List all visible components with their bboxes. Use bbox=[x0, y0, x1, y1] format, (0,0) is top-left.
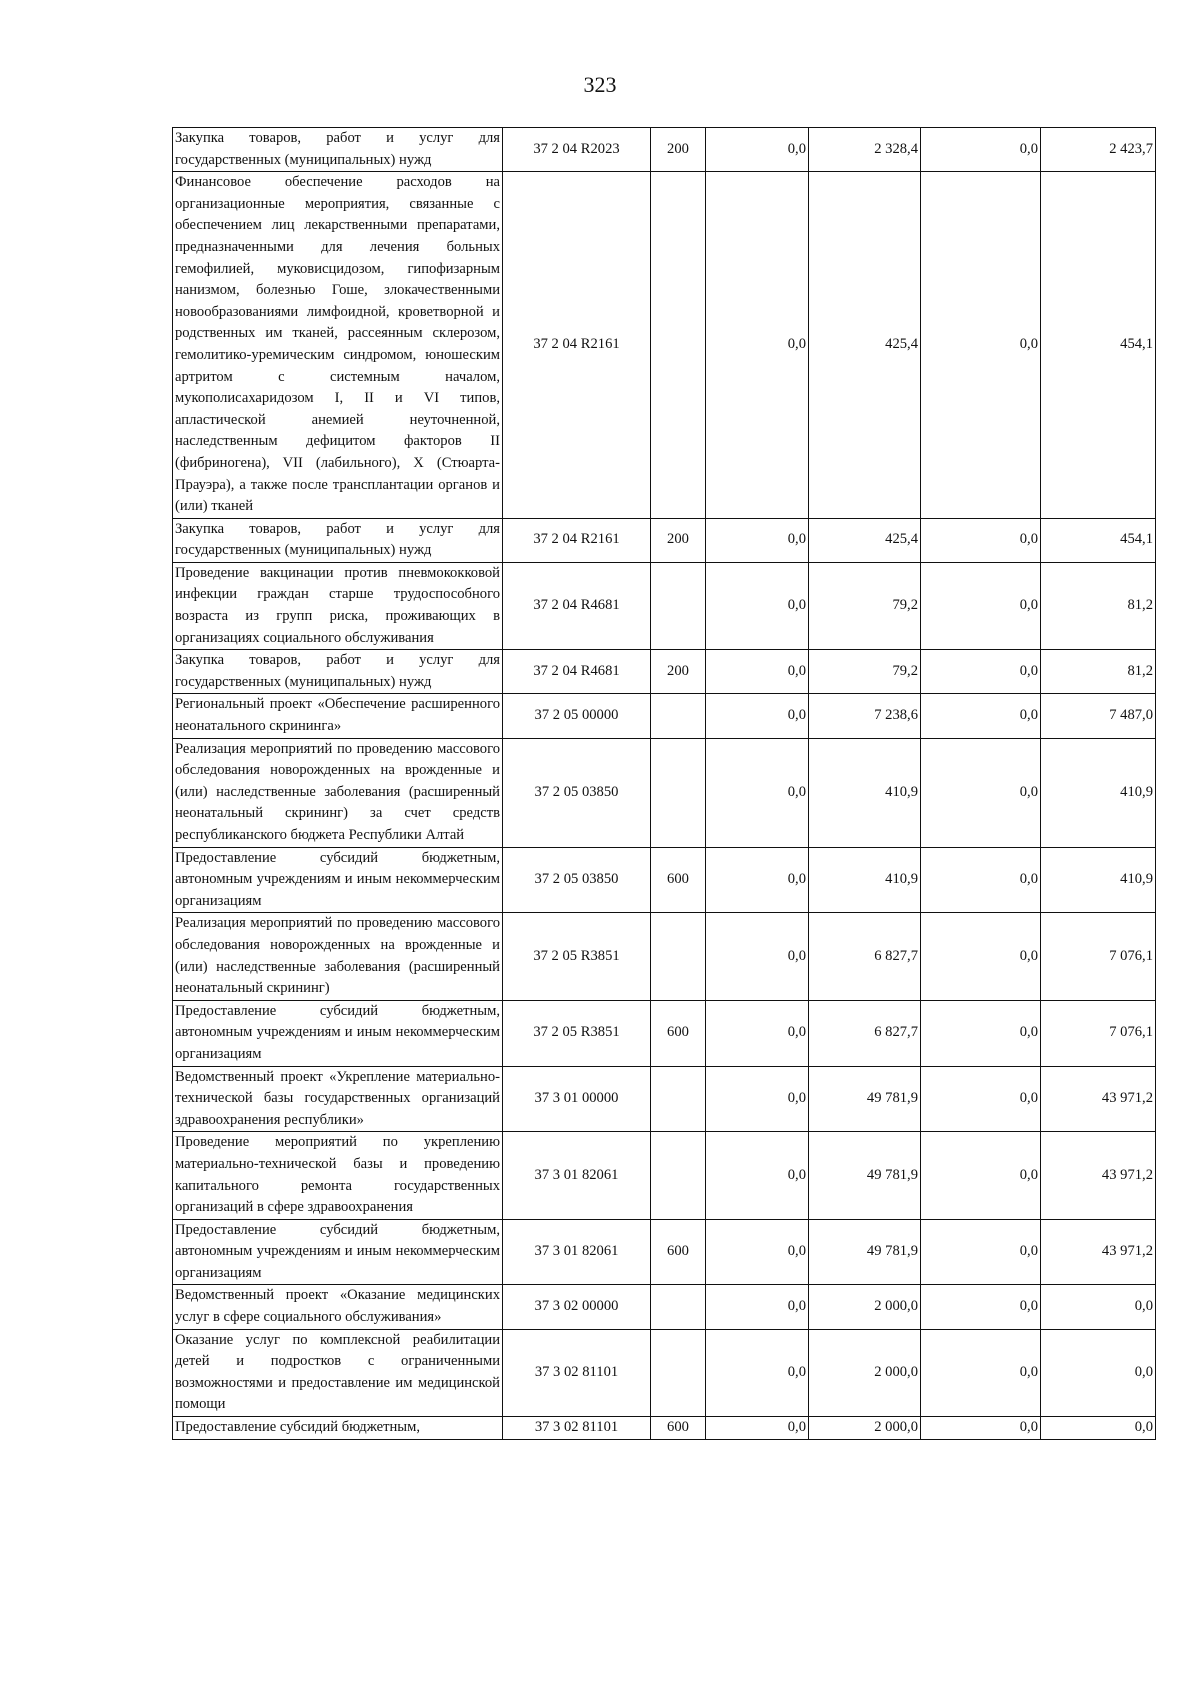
row-value-3: 0,0 bbox=[921, 913, 1041, 1000]
table-row bbox=[173, 1329, 1156, 1416]
row-value-1: 0,0 bbox=[706, 650, 809, 694]
row-kvr bbox=[651, 562, 706, 649]
row-value-4: 43 971,2 bbox=[1041, 1066, 1156, 1132]
row-code: 37 2 04 R2161 bbox=[503, 518, 651, 562]
row-code: 37 3 01 82061 bbox=[503, 1219, 651, 1285]
row-kvr: 200 bbox=[651, 518, 706, 562]
row-value-1: 0,0 bbox=[706, 738, 809, 847]
row-value-2: 425,4 bbox=[809, 172, 921, 519]
row-code: 37 2 05 03850 bbox=[503, 847, 651, 913]
row-kvr: 600 bbox=[651, 1417, 706, 1440]
row-kvr bbox=[651, 1066, 706, 1132]
row-value-3: 0,0 bbox=[921, 1329, 1041, 1416]
row-code: 37 2 04 R4681 bbox=[503, 562, 651, 649]
row-value-3: 0,0 bbox=[921, 1285, 1041, 1329]
row-value-3: 0,0 bbox=[921, 1417, 1041, 1440]
row-value-4: 7 076,1 bbox=[1041, 1000, 1156, 1066]
row-value-2: 49 781,9 bbox=[809, 1219, 921, 1285]
row-kvr bbox=[651, 694, 706, 738]
table-row bbox=[173, 1285, 1156, 1329]
row-value-1: 0,0 bbox=[706, 847, 809, 913]
row-value-3: 0,0 bbox=[921, 650, 1041, 694]
table-row bbox=[173, 1417, 1156, 1440]
row-code: 37 2 04 R2023 bbox=[503, 128, 651, 172]
row-code: 37 3 02 81101 bbox=[503, 1417, 651, 1440]
row-code: 37 3 01 82061 bbox=[503, 1132, 651, 1219]
row-code: 37 2 05 R3851 bbox=[503, 1000, 651, 1066]
table-row bbox=[173, 518, 1156, 562]
row-value-2: 49 781,9 bbox=[809, 1066, 921, 1132]
row-kvr: 600 bbox=[651, 1219, 706, 1285]
row-value-3: 0,0 bbox=[921, 738, 1041, 847]
row-value-2: 2 000,0 bbox=[809, 1285, 921, 1329]
row-value-2: 2 000,0 bbox=[809, 1417, 921, 1440]
row-name: Закупка товаров, работ и услуг для государственных (муниципальных) нужд bbox=[173, 650, 503, 694]
row-name: Реализация мероприятий по проведению массового обследования новорожденных на врожденные и (или) наследственные заболевания (расширенный неонатальный скрининг) за счет средств республиканского бюджета Республики Алтай bbox=[173, 738, 503, 847]
row-value-1: 0,0 bbox=[706, 1066, 809, 1132]
row-value-1: 0,0 bbox=[706, 1000, 809, 1066]
row-value-4: 81,2 bbox=[1041, 562, 1156, 649]
row-code: 37 3 01 00000 bbox=[503, 1066, 651, 1132]
row-value-2: 410,9 bbox=[809, 847, 921, 913]
row-code: 37 3 02 00000 bbox=[503, 1285, 651, 1329]
row-value-2: 6 827,7 bbox=[809, 1000, 921, 1066]
row-kvr bbox=[651, 738, 706, 847]
row-value-3: 0,0 bbox=[921, 1066, 1041, 1132]
row-value-3: 0,0 bbox=[921, 1219, 1041, 1285]
row-value-4: 7 076,1 bbox=[1041, 913, 1156, 1000]
row-value-2: 410,9 bbox=[809, 738, 921, 847]
table-row bbox=[173, 913, 1156, 1000]
row-code: 37 2 05 00000 bbox=[503, 694, 651, 738]
row-kvr bbox=[651, 1285, 706, 1329]
row-name: Закупка товаров, работ и услуг для государственных (муниципальных) нужд bbox=[173, 518, 503, 562]
budget-table bbox=[172, 127, 1156, 1440]
row-kvr bbox=[651, 1329, 706, 1416]
row-value-2: 425,4 bbox=[809, 518, 921, 562]
row-value-3: 0,0 bbox=[921, 562, 1041, 649]
row-value-4: 81,2 bbox=[1041, 650, 1156, 694]
table-row bbox=[173, 847, 1156, 913]
row-name: Региональный проект «Обеспечение расширенного неонатального скрининга» bbox=[173, 694, 503, 738]
row-value-1: 0,0 bbox=[706, 694, 809, 738]
row-value-2: 7 238,6 bbox=[809, 694, 921, 738]
row-value-2: 2 000,0 bbox=[809, 1329, 921, 1416]
table-row bbox=[173, 1000, 1156, 1066]
row-code: 37 2 04 R4681 bbox=[503, 650, 651, 694]
row-value-1: 0,0 bbox=[706, 172, 809, 519]
row-value-3: 0,0 bbox=[921, 172, 1041, 519]
row-value-3: 0,0 bbox=[921, 128, 1041, 172]
row-value-1: 0,0 bbox=[706, 1285, 809, 1329]
table-row bbox=[173, 650, 1156, 694]
row-value-1: 0,0 bbox=[706, 913, 809, 1000]
row-value-4: 454,1 bbox=[1041, 172, 1156, 519]
row-value-2: 2 328,4 bbox=[809, 128, 921, 172]
table-row bbox=[173, 562, 1156, 649]
row-value-1: 0,0 bbox=[706, 1219, 809, 1285]
row-value-1: 0,0 bbox=[706, 518, 809, 562]
row-kvr bbox=[651, 1132, 706, 1219]
row-name: Оказание услуг по комплексной реабилитации детей и подростков с ограниченными возможностями и предоставление им медицинской помощи bbox=[173, 1329, 503, 1416]
row-name: Предоставление субсидий бюджетным, bbox=[173, 1417, 503, 1440]
table-row bbox=[173, 1132, 1156, 1219]
table-row bbox=[173, 1219, 1156, 1285]
row-value-2: 6 827,7 bbox=[809, 913, 921, 1000]
row-kvr: 200 bbox=[651, 650, 706, 694]
row-kvr: 600 bbox=[651, 847, 706, 913]
row-kvr: 600 bbox=[651, 1000, 706, 1066]
row-code: 37 2 04 R2161 bbox=[503, 172, 651, 519]
row-kvr: 200 bbox=[651, 128, 706, 172]
row-name: Предоставление субсидий бюджетным, автономным учреждениям и иным некоммерческим организациям bbox=[173, 1000, 503, 1066]
row-value-2: 49 781,9 bbox=[809, 1132, 921, 1219]
row-value-1: 0,0 bbox=[706, 1417, 809, 1440]
row-value-4: 410,9 bbox=[1041, 847, 1156, 913]
row-name: Реализация мероприятий по проведению массового обследования новорожденных на врожденные и (или) наследственные заболевания (расширенный неонатальный скрининг) bbox=[173, 913, 503, 1000]
page-number: 323 bbox=[583, 72, 617, 97]
row-code: 37 2 05 R3851 bbox=[503, 913, 651, 1000]
row-value-3: 0,0 bbox=[921, 847, 1041, 913]
table-row bbox=[173, 128, 1156, 172]
row-value-4: 7 487,0 bbox=[1041, 694, 1156, 738]
row-name: Закупка товаров, работ и услуг для государственных (муниципальных) нужд bbox=[173, 128, 503, 172]
row-value-4: 0,0 bbox=[1041, 1329, 1156, 1416]
row-kvr bbox=[651, 913, 706, 1000]
row-value-4: 0,0 bbox=[1041, 1417, 1156, 1440]
row-value-4: 43 971,2 bbox=[1041, 1132, 1156, 1219]
row-value-3: 0,0 bbox=[921, 694, 1041, 738]
row-value-4: 454,1 bbox=[1041, 518, 1156, 562]
row-value-4: 2 423,7 bbox=[1041, 128, 1156, 172]
row-value-1: 0,0 bbox=[706, 562, 809, 649]
row-value-1: 0,0 bbox=[706, 128, 809, 172]
row-name: Проведение вакцинации против пневмококковой инфекции граждан старше трудоспособного возраста из групп риска, проживающих в организациях социального обслуживания bbox=[173, 562, 503, 649]
row-value-4: 43 971,2 bbox=[1041, 1219, 1156, 1285]
row-code: 37 2 05 03850 bbox=[503, 738, 651, 847]
row-code: 37 3 02 81101 bbox=[503, 1329, 651, 1416]
table-row bbox=[173, 1066, 1156, 1132]
row-value-1: 0,0 bbox=[706, 1132, 809, 1219]
row-name: Финансовое обеспечение расходов на организационные мероприятия, связанные с обеспечением лиц лекарственными препаратами, предназначенными для лечения больных гемофилией, муковисцидозом, гипофизарным нанизмом, болезнью Гоше, злокачественными новообразованиями лимфоидной, кроветворной и родственных им тканей, рассеянным склерозом, гемолитико-уремическим синдромом, юношеским артритом с системным началом, мукополисахаридозом I, II и VI типов, апластической анемией неуточненной, наследственным дефицитом факторов II (фибриногена), VII (лабильного), X (Стюарта-Прауэра), а также после трансплантации органов и (или) тканей bbox=[173, 172, 503, 519]
row-value-3: 0,0 bbox=[921, 518, 1041, 562]
row-name: Предоставление субсидий бюджетным, автономным учреждениям и иным некоммерческим организациям bbox=[173, 1219, 503, 1285]
row-value-4: 410,9 bbox=[1041, 738, 1156, 847]
table-row bbox=[173, 694, 1156, 738]
row-name: Ведомственный проект «Укрепление материально-технической базы государственных организаций здравоохранения республики» bbox=[173, 1066, 503, 1132]
row-value-2: 79,2 bbox=[809, 562, 921, 649]
table-row bbox=[173, 172, 1156, 519]
row-kvr bbox=[651, 172, 706, 519]
row-value-1: 0,0 bbox=[706, 1329, 809, 1416]
row-name: Ведомственный проект «Оказание медицинских услуг в сфере социального обслуживания» bbox=[173, 1285, 503, 1329]
row-name: Проведение мероприятий по укреплению материально-технической базы и проведению капитального ремонта государственных организаций в сфере здравоохранения bbox=[173, 1132, 503, 1219]
row-value-2: 79,2 bbox=[809, 650, 921, 694]
row-value-4: 0,0 bbox=[1041, 1285, 1156, 1329]
table-row bbox=[173, 738, 1156, 847]
row-name: Предоставление субсидий бюджетным, автономным учреждениям и иным некоммерческим организациям bbox=[173, 847, 503, 913]
table-body bbox=[173, 128, 1156, 1440]
row-value-3: 0,0 bbox=[921, 1000, 1041, 1066]
row-value-3: 0,0 bbox=[921, 1132, 1041, 1219]
